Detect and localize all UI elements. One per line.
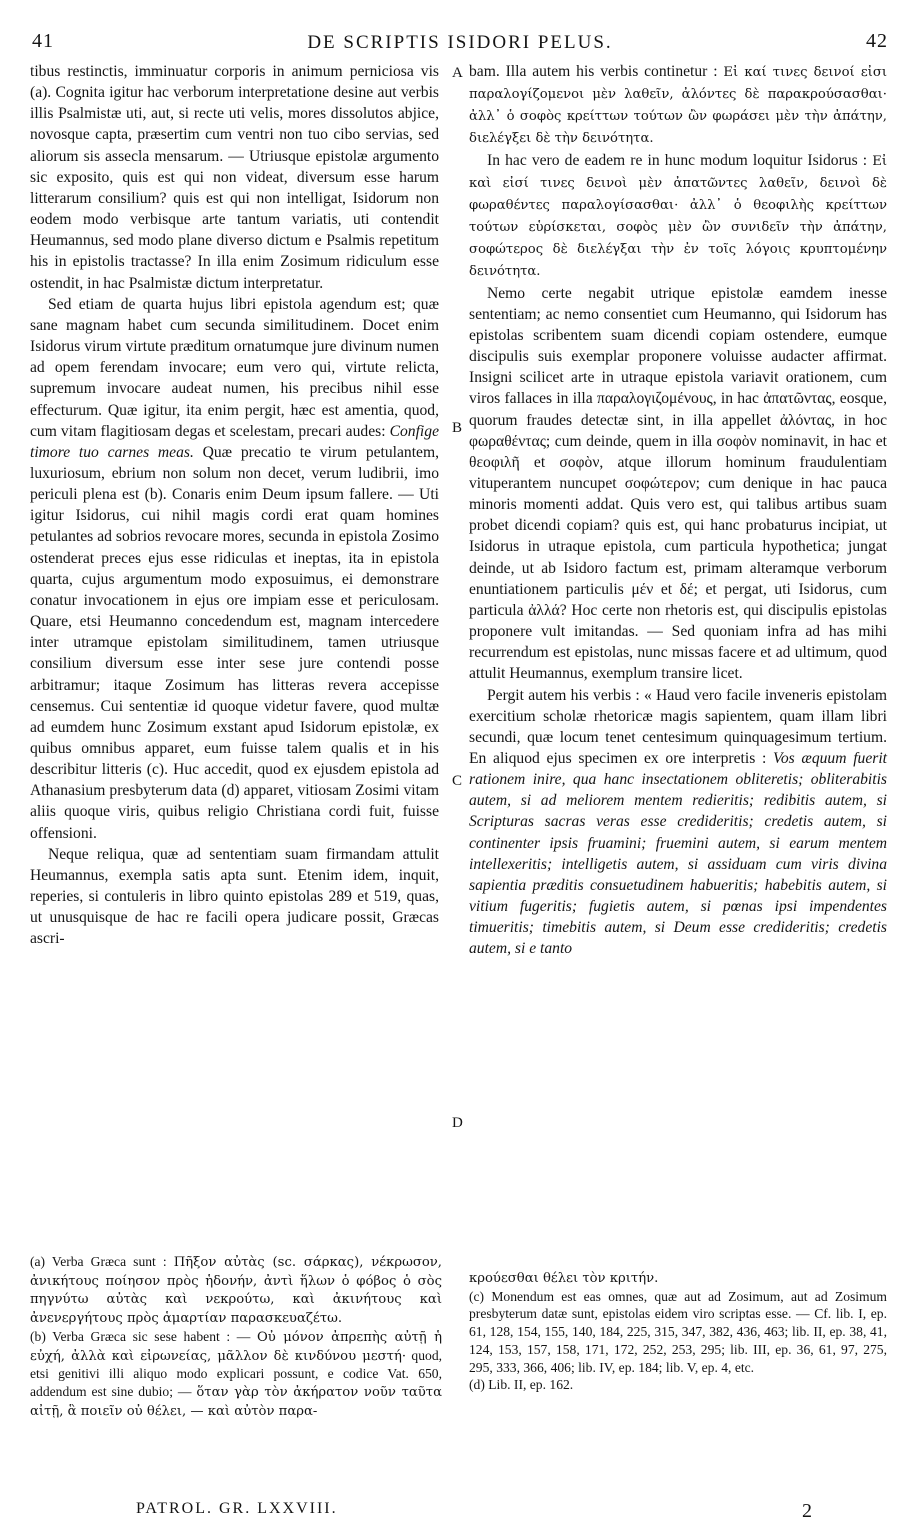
footnote-d: (d) Lib. II, ep. 162. [469, 1377, 574, 1393]
interpreter-specimen: Vos æquum fuerit rationem inire, qua hanc insectationem obliteretis; obliterabitis autem, si ad meliorem mentem redieritis; redibitis autem, si Scripturas sacras veras esse credideritis; credetis autem, si continenter ipsis fruamini; fruemini autem, si earum mentem intellexeritis; intelligetis autem, si assiduam cum viris divina sapientia præditis consuetudinem habueritis; habebitis autem, si vitium fugeritis; fugietis autem, si pœnas ipsi impendentes timueritis; timebitis autem, si Deum esse credideritis; credetis autem, si e tanto [469, 750, 887, 958]
page-number-right: 42 [866, 30, 888, 52]
right-paragraph-3: Nemo certe negabit utrique epistolæ eamdem inesse sententiam; ac nemo consentiet cum Heumanno, qui Isidorum has epistolas scribentem suam dicendi copiam ostendere, eumque discipulis suis exemplar proponere voluisse audacter affirmat. Insigni scilicet arte in utraque epistola variavit orationem, cum viros fallaces in illa παραλογιζομένους, in hac ἀπατῶντας, eosque, quorum fraudes detectæ sint, in illa appellet ἀλόντας, in hoc φωραθέντας; cum deinde, quem in illa σοφὸν nominavit, in hac et θεοφιλῆ et σοφὸν, atque illorum hominum fraudulentiam vituperantem nuncupet σοφώτερον; cum denique in hac pauca minoris momenti addat. Quis vero est, qui talibus artibus suam probet dicendi copiam? quis est, qui hanc probaturus incipiat, ut Isidorus in utraque epistola, cum particula hypothetica; jungat deinde, ut ab Isidoro factum est, primam alteramque verborum enuntiationem particulis μέν et δέ; et pergat, uti Isidorus, cum particula ἀλλά? Hoc certe non rhetoris est, qui discipulis epistolas proponere vult imitandas. — Sed quoniam infra ad has mihi recurrendum est epistolas, nunc missas facere et ad ultimum, quod attulit Heumannus, exemplum transire licet. [469, 284, 887, 683]
footnote-a [30, 1253, 442, 1328]
right-paragraph-2 [469, 150, 887, 283]
footnote-b-greek-1: Οὐ μόνον ἀπρεπὴς αὐτῇ ἡ εὐχή, ἀλλὰ καὶ εἰρωνείας, μᾶλλον δὲ κινδύνου μεστή· [30, 1329, 442, 1364]
left-paragraph-3: Neque reliqua, quæ ad sententiam suam firmandam attulit Heumannus, exempla satis apta sunt. Etenim idem, inquit, reperies, si contuleris in libro quinto epistolas 289 et 519, quas, ut unusquisque de hac re facili opera judicare possit, Græcas ascri- [30, 845, 439, 948]
footnote-b-continuation: κρούεσθαι θέλει τὸν κριτήν. [469, 1271, 659, 1286]
psalm-quote: Confige timore tuo carnes meas. [30, 422, 439, 461]
footnotes-right [469, 1270, 887, 1394]
right-paragraph-1-greek: Εἰ καί τινες δεινοί εἰσι παραλογίζομενοι μὲν λαθεῖν, ἀλόντες δὲ παρακρούσασθαι· ἀλλ᾽ ὁ σοφὸς κρείττων τούτων ὢν φωράσει μὲν τὴν ἀπάτην, διελέγξει δὲ τὴν δεινότητα. [469, 65, 887, 147]
right-paragraph-4-latin: Pergit autem his verbis : « Haud vero facile inveneris epistolam exercitium scholæ rhetoricæ magis sapientem, quam illam libri secundi, quæ locum tenet centesimum quinquagesimum tertium. En aliquod ejus specimen ex ore interpretis : [469, 686, 887, 767]
footnote-c: (c) Monendum est eas omnes, quæ aut ad Zosimum, aut ad Zosimum presbyterum datæ sunt, epistolas eidem viro scriptas esse. — Cf. lib. I, ep. 61, 128, 154, 155, 140, 184, 225, 315, 347, 382, 436, 463; lib. II, ep. 38, 41, 124, 153, 157, 158, 171, 172, 252, 253, 295; lib. III, ep. 36, 61, 97, 275, 295, 333, 366, 406; lib. IV, ep. 184; lib. V, ep. 4, etc. [469, 1288, 887, 1375]
footnotes-left [30, 1253, 442, 1420]
footer-signature: PATROL. GR. LXXVIII. [136, 1500, 338, 1517]
right-paragraph-1 [469, 61, 887, 150]
left-paragraph-2 [30, 294, 439, 844]
footnote-b-latin: quod, etsi genitivi illi aliquo modo explicari possunt, e codice Vat. 650, addendum est sine dubio; — [30, 1347, 443, 1399]
right-paragraph-1-latin: bam. Illa autem his verbis continetur : [469, 63, 724, 80]
page-header [30, 30, 890, 60]
right-paragraph-2-latin: In hac vero de eadem re in hunc modum loquitur Isidorus : [487, 151, 873, 169]
left-column [30, 61, 439, 950]
page-number-left: 41 [32, 30, 54, 52]
left-paragraph-1: tibus restinctis, imminuatur corporis in animum perniciosa vis (a). Cognita igitur hac verborum interpretatione desine aut verbis illis Psalmistæ uti, aut, si recte uti velis, mores dissolutos abjice, novosque capta, præsertim cum ventri non tuo cibo servias, sed aliorum sis assecla mensarum. — Utriusque epistolæ argumento sic exposito, quis est qui non videat, diversum esse harum litterarum consilium? quis est qui non intelligat, Isidorum non eodem modo verbisque arte tantum variatis, uti contendit Heumannus, sed modo plane diverso dictum e Psalmis repetitum his in epistolis tractasse? In illa enim Zosimum ridiculum esse ostendit, in hac Psalmistæ dictum interpretatur. [30, 63, 439, 292]
footnote-b [30, 1328, 442, 1421]
margin-marker-d: D [452, 1115, 463, 1131]
right-paragraph-4 [469, 685, 887, 960]
margin-marker-a: A [452, 65, 463, 81]
margin-marker-b: B [452, 420, 463, 436]
footnote-b-label: (b) Verba Græca sic sese habent : — [30, 1328, 257, 1344]
left-paragraph-2-text-b: Quæ precatio te virum petulantem, luxuriosum, ebrium non solum non decet, verum ludibrii, imo periculi plena est (b). Conaris enim Deum ipsum fallere. — Uti igitur Isidorus, cui nihil magis cordi erat quam homines petulantes ad sobrios revocare mores, secunda in epistola Zosimo ostenderat preces ejus esse ridiculas et ineptas, ita in epistola quarta, cujus argumentum modo exposuimus, ei demonstrare conatur invocationem in ejus ore impiam esse et periculosam. Quare, etsi Heumanno concedendum est, magnam intercedere inter utramque epistolam similitudinem, tamen utriusque consilium diversum esse inter sese jure contendi posse arbitramur; itaque Zosimum has litteras revera accepisse censemus. Cui sententiæ id quoque videtur favere, quod multæ ad eumdem hunc Zosimum exstant apud Isidorum epistolæ, ex quibus omnibus apparet, eum fuisse talem qualis et in his describitur litteris (c). Huc accedit, quod ex ejusdem epistola ad Athanasium presbyterum data (d) apparet, vitiosam Zosimi vitam aliis quoque viris, quibus religio Christiana cordi fuit, fuisse offensioni. [30, 443, 439, 842]
left-paragraph-2-text-a: Sed etiam de quarta hujus libri epistola agendum est; quæ sane magnam habet cum secunda similitudinem. Docet enim Isidorus virum virtute præditum ornatumque jure divinum numen ad opem ferendam invocare; eum vero qui, virtute relicta, supremum invocare audeat numen, his precibus nihil esse effecturum. Quæ igitur, ita enim pergit, hæc est amentia, quod, cum vitam flagitiosam degas et scelestam, precari audes: [30, 295, 439, 440]
footnote-b-greek-2: ὅταν γὰρ τὸν ἀκήρατον νοῦν ταῦτα αἰτῇ, ἃ ποιεῖν οὐ θέλει, — καὶ αὐτὸν παρα- [30, 1384, 443, 1419]
footnote-a-label: (a) Verba Græca sunt : [30, 1254, 174, 1269]
footer-sheet-number: 2 [802, 1500, 814, 1522]
right-paragraph-2-greek: Εἰ καὶ εἰσί τινες δεινοὶ μὲν ἀπατῶντες λαθεῖν, δεινοὶ δὲ φωραθέντες παραλογίσασθαι· ἀλλ᾽ ὁ θεοφιλὴς κρείττων τούτων εὑρίσκεται, σοφὸς μὲν ὢν συνιδεῖν τὴν ἀπάτην, σοφώτερος δὲ διελέγξαι τὴν ἐν τοῖς λόγοις κρυπτομένην δεινότητα. [469, 153, 887, 280]
right-column [469, 61, 887, 960]
footnote-a-greek: Πῆξον αὐτὰς (sc. σάρκας), νέκρωσον, ἀνικήτους ποίησον πρὸς ἡδονήν, ἀντὶ ἥλων ὁ φόβος ὁ σὸς πηγνύτω αὐτὰς καὶ νεκρούτω, καὶ ἀκινήτους καὶ ἀνενεργήτους πρὸς ἁμαρτίαν παρασκευαζέτω. [30, 1255, 442, 1327]
running-title: DE SCRIPTIS ISIDORI PELUS. [307, 32, 613, 53]
margin-marker-c: C [452, 773, 463, 789]
